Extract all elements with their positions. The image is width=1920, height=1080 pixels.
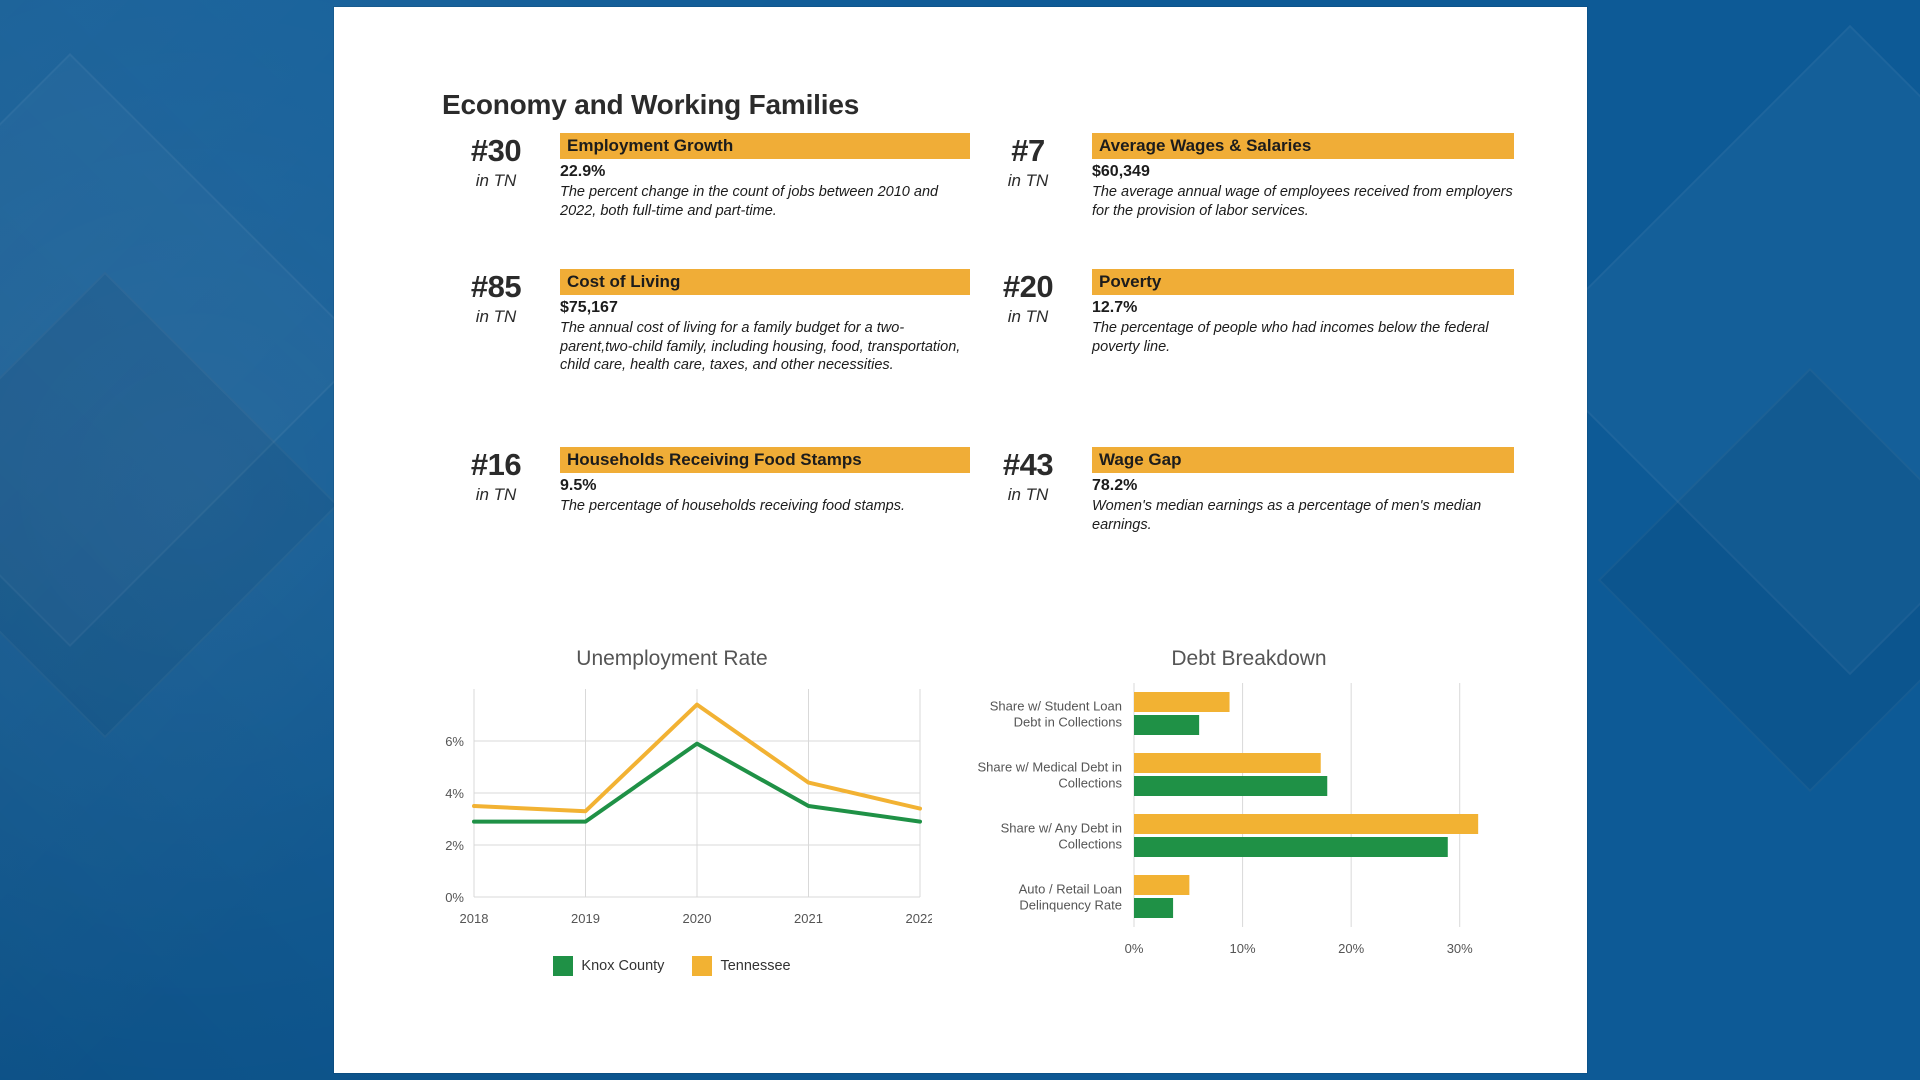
category-label: Collections (1058, 775, 1122, 791)
rank-scope: in TN (1007, 484, 1049, 504)
stat-card-food-stamps (442, 447, 970, 516)
stat-card-employment-growth (442, 133, 970, 220)
stat-description: The annual cost of living for a family budget for a two-parent,two-child family, including housing, food, transportation, child care, health care, taxes, and other necessities. (560, 320, 961, 374)
background-diamond-icon (0, 272, 338, 739)
rank-block (974, 133, 1082, 191)
x-axis-tick-label: 20% (1338, 941, 1365, 956)
y-axis-tick-label: 6% (445, 734, 464, 749)
stat-category-label: Households Receiving Food Stamps (560, 447, 970, 473)
background-diamond-icon (0, 53, 367, 647)
stat-category-label: Cost of Living (560, 269, 970, 295)
stat-category-label: Poverty (1092, 269, 1514, 295)
legend-item-knox-county (553, 956, 664, 976)
stat-category-label: Wage Gap (1092, 447, 1514, 473)
stat-value: 78.2% (1092, 477, 1138, 495)
x-axis-tick-label: 2020 (682, 911, 712, 926)
bar-tennessee (1134, 875, 1189, 895)
stat-description: The percentage of households receiving food stamps. (560, 498, 905, 515)
stat-category-label: Employment Growth (560, 133, 970, 159)
x-axis-tick-label: 30% (1446, 941, 1473, 956)
stat-value: 22.9% (560, 163, 606, 181)
stat-value: $60,349 (1092, 163, 1150, 181)
stat-body (1082, 133, 1514, 220)
x-axis-tick-label: 2022 (905, 911, 932, 926)
rank-scope: in TN (1007, 306, 1049, 326)
stat-body (550, 269, 970, 375)
stat-value: $75,167 (560, 299, 618, 317)
rank-value: #30 (470, 133, 522, 168)
stat-body (550, 447, 970, 516)
bar-knox-county (1134, 837, 1448, 857)
bar-knox-county (1134, 898, 1173, 918)
chart-unemployment-rate (412, 647, 932, 976)
stat-category-label: Average Wages & Salaries (1092, 133, 1514, 159)
rank-value: #43 (1002, 447, 1054, 482)
category-label: Share w/ Any Debt in (1000, 820, 1122, 836)
rank-value: #16 (470, 447, 522, 482)
line-chart-svg (412, 675, 932, 945)
rank-scope: in TN (475, 170, 517, 190)
stat-description: Women's median earnings as a percentage of men's median earnings. (1092, 498, 1482, 533)
category-label: Share w/ Student Loan (989, 698, 1122, 714)
x-axis-tick-label: 10% (1229, 941, 1256, 956)
stat-body (1082, 269, 1514, 356)
rank-scope: in TN (475, 306, 517, 326)
legend-label: Knox County (581, 958, 665, 974)
stat-description: The percent change in the count of jobs between 2010 and 2022, both full-time and part-time. (560, 184, 939, 219)
legend-label: Tennessee (720, 958, 791, 974)
stat-card-wage-gap (974, 447, 1514, 534)
stat-body (1082, 447, 1514, 534)
stat-card-average-wages (974, 133, 1514, 220)
category-label: Share w/ Medical Debt in (977, 759, 1122, 775)
bar-chart-svg (954, 675, 1544, 975)
rank-block (442, 133, 550, 191)
legend-swatch (692, 956, 712, 976)
x-axis-tick-label: 2018 (459, 911, 489, 926)
bar-tennessee (1134, 814, 1478, 834)
bar-tennessee (1134, 692, 1230, 712)
y-axis-tick-label: 0% (445, 890, 464, 905)
rank-value: #7 (1011, 133, 1045, 168)
chart-title: Unemployment Rate (576, 647, 768, 670)
category-label: Auto / Retail Loan (1018, 881, 1122, 897)
chart-debt-breakdown (954, 647, 1544, 980)
rank-block (974, 447, 1082, 505)
x-axis-tick-label: 0% (1124, 941, 1144, 956)
bar-tennessee (1134, 753, 1321, 773)
stat-card-poverty (974, 269, 1514, 356)
bar-knox-county (1134, 715, 1199, 735)
rank-scope: in TN (475, 484, 517, 504)
y-axis-tick-label: 2% (445, 838, 464, 853)
stat-card-cost-of-living (442, 269, 970, 375)
stat-body (550, 133, 970, 220)
chart-title: Debt Breakdown (1171, 647, 1327, 670)
slide-canvas (334, 7, 1587, 1073)
stat-description: The percentage of people who had incomes below the federal poverty line. (1092, 320, 1489, 355)
rank-scope: in TN (1007, 170, 1049, 190)
bar-knox-county (1134, 776, 1327, 796)
legend-item-tennessee (692, 956, 790, 976)
rank-block (974, 269, 1082, 327)
x-axis-tick-label: 2021 (794, 911, 823, 926)
rank-block (442, 269, 550, 327)
rank-block (442, 447, 550, 505)
stat-value: 9.5% (560, 477, 597, 495)
page-title: Economy and Working Families (442, 89, 860, 120)
stat-description: The average annual wage of employees received from employers for the provision of labor services. (1092, 184, 1513, 219)
chart-legend (412, 956, 932, 976)
category-label: Debt in Collections (1013, 714, 1122, 730)
stat-value: 12.7% (1092, 299, 1138, 317)
legend-swatch (553, 956, 573, 976)
category-label: Collections (1058, 836, 1122, 852)
x-axis-tick-label: 2019 (571, 911, 600, 926)
background-diamond-icon (1598, 368, 1920, 792)
y-axis-tick-label: 4% (445, 786, 464, 801)
rank-value: #85 (470, 269, 522, 304)
rank-value: #20 (1002, 269, 1054, 304)
category-label: Delinquency Rate (1019, 897, 1122, 913)
